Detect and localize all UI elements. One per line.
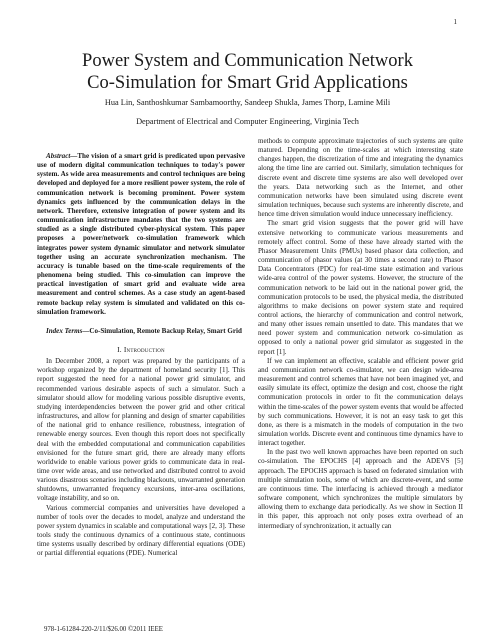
index-terms-lead: Index Terms— (46, 326, 90, 335)
title-line-2: Co-Simulation for Smart Grid Applications (87, 73, 408, 93)
body-paragraph: Various commercial companies and universities have developed a number of tools over the decades to model, analyze and understand the power system dynamics in scalable and computational ways [2, 3]. These tools study the continuous dynamics of a continuous state, continuous time systems usually described by ordinary differential equations (ODE) or partial differential equations (PDE). Numerical (37, 503, 245, 558)
copyright-footer: 978-1-61284-220-2/11/$26.00 ©2011 IEEE (44, 626, 163, 633)
author-list: Hua Lin, Santhoshkumar Sambamoorthy, Sandeep Shukla, James Thorp, Lamine Mili (104, 98, 391, 107)
abstract (37, 152, 245, 317)
left-column (37, 152, 245, 559)
body-paragraph: In December 2008, a report was prepared by the participants of a workshop organized by the department of homeland security [1]. This report suggested the need for a national power grid simulator, and recommended various desirable aspects of such a simulator. Such a simulator should allow for modeling various possible disruptive events, studying interdependencies between the power grid and other critical infrastructures, and allow for planning and design of smarter capabilities of the national grid to enhance resilience, robustness, integration of renewable energy sources. Even though this report does not specifically deal with the embedded computational and communication capabilities envisioned for the future smart grid, there are already many efforts worldwide to enable various power grids to communicate data in real-time over wide areas, and use networked and distributed control to avoid various disastrous scenarios including blackouts, unwarranted generation shutdowns, unwarranted frequency excursions, inter-area oscillations, voltage instability, and so on. (37, 357, 245, 503)
abstract-lead: Abstract— (46, 152, 78, 160)
body-paragraph: In the past two well known approaches have been reported on such co-simulation. The EPOCHS [4] approach and the ADEVS [5] approach. The EPOCHS approach is based on federated simulation with multiple simulation tools, some of which are discrete-event, and some are continuous time. The interfacing is achieved through a mediator software component, which synchronizes the multiple simulators by allowing them to exchange data periodically. As we show in Section II in this paper, this approach not only poses extra overhead of an intermediary of synchronization, it actually can (258, 448, 463, 530)
paper-title (0, 50, 495, 94)
abstract-text: The vision of a smart grid is predicated upon pervasive use of modern digital communication techniques to today's power system. As wide area measurements and control techniques are being developed and deployed for a more resilient power system, the role of communication network is becoming prominent. Power system dynamics gets influenced by the communication delays in the network. Therefore, extensive integration of power system and its communication infrastructure mandates that the two systems are studied as a single distributed cyber-physical system. This paper proposes a power/network co-simulation framework which integrates power system dynamic simulator and network simulator together using an accurate synchronization mechanism. The accuracy is tunable based on the time-scale requirements of the phenomena being studied. This co-simulation can improve the practical investigation of smart grid and evaluate wide area measurement and control schemes. As a case study an agent-based remote backup relay system is simulated and validated on this co-simulation framework. (37, 152, 245, 316)
body-paragraph: The smart grid vision suggests that the power grid will have extensive networking to communicate various measurements and remotely affect control. Some of these have already started with the Phasor Measurement Units (PMUs) based phasor data collection, and communication of phasor values (at 30 times a second rate) to Phasor Data Concentrators (PDC) for real-time state estimation and various wide-area control of the power systems. However, the structure of the communication network to be laid out in the national power grid, the communication protocols to be used, the physical media, the distributed algorithms to make decisions on power system state and required control actions, the hierarchy of communication and control network, and many other issues remain unsettled to date. This mandates that we need power system and communication network co-simulation as opposed to only a national power grid simulator as suggested in the report [1]. (258, 219, 463, 356)
affiliation: Department of Electrical and Computer Engineering, Virginia Tech (136, 117, 359, 126)
body-paragraph: If we can implement an effective, scalable and efficient power grid and communication network co-simulator, we can design wide-area measurement and control schemes that have not been imagined yet, and easily simulate its effect, optimize the design and cost, choose the right communication protocols in order to fit the communication delays within the time-scales of the power system events that would be affected by such communications. However, it is not an easy task to get this done, as there is a mismatch in the models of computation in the two simulation worlds. Discrete event and continuous time dynamics have to interact together. (258, 356, 463, 448)
title-line-1: Power System and Communication Network (82, 51, 413, 71)
index-terms (37, 327, 245, 336)
right-column (258, 137, 463, 531)
body-paragraph: methods to compute approximate trajectories of such systems are quite matured. Depending on the time-scales at which interesting state changes happen, the discretization of time and integrating the dynamics along the time line are carried out. Similarly, simulation techniques for discrete event and discrete time systems are also well developed over the years. Data networking such as the Internet, and other communication networks have been simulated using discrete event simulation techniques, because such systems are inherently discrete, and hence time driven simulation would induce unnecessary inefficiency. (258, 137, 463, 219)
page-number: 1 (453, 18, 457, 26)
index-terms-text: Co-Simulation, Remote Backup Relay, Smart Grid (89, 326, 242, 335)
section-heading: I. Introduction (117, 344, 165, 354)
